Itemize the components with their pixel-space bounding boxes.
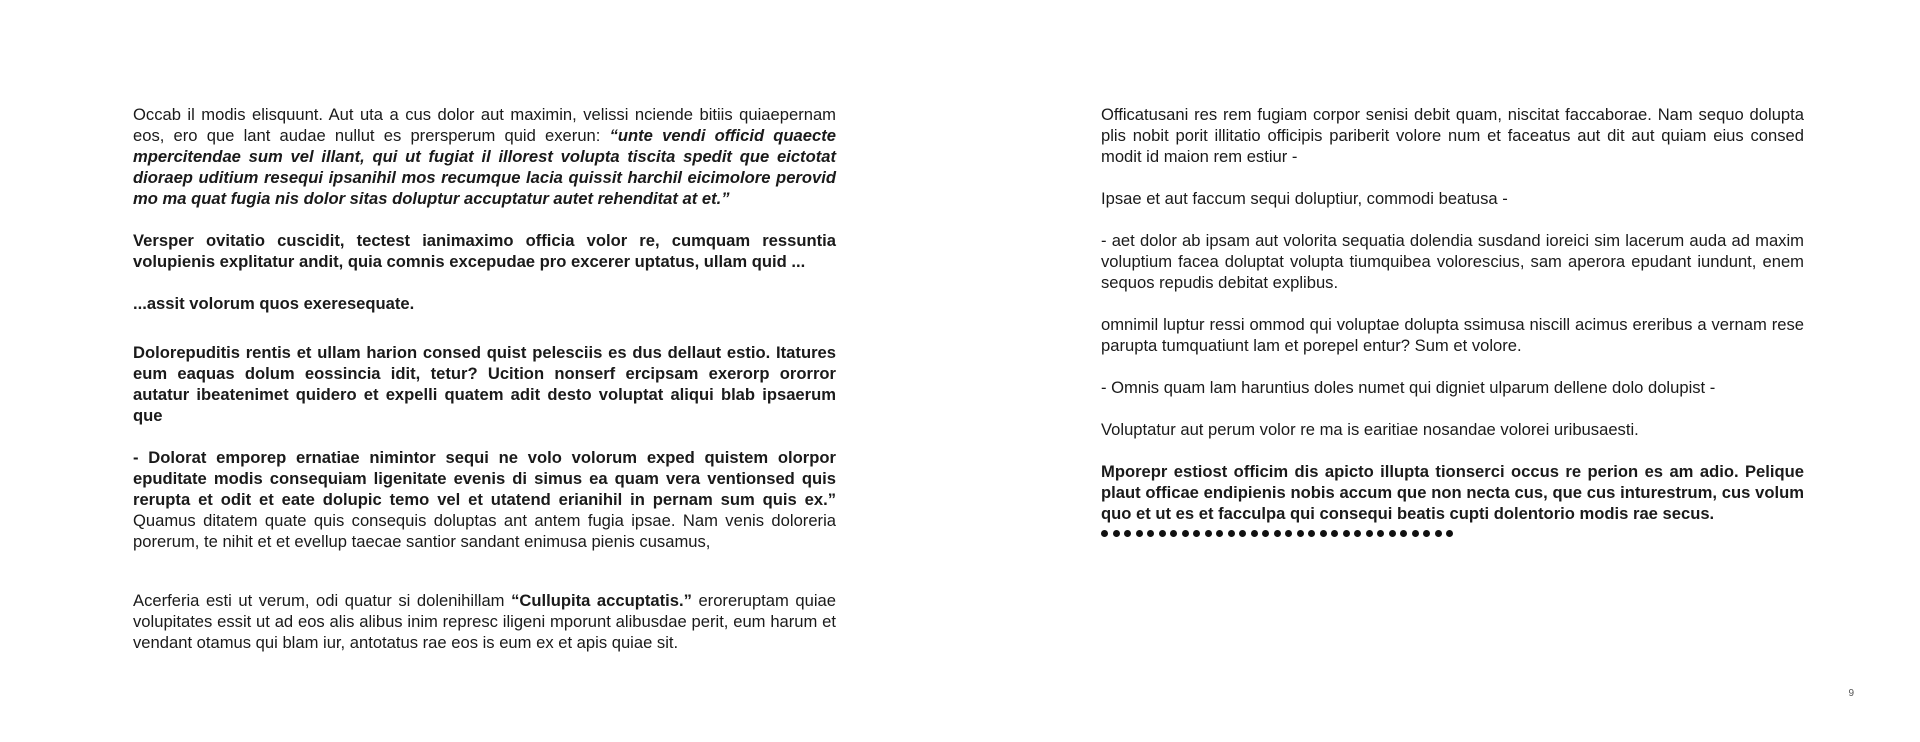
right-page-text	[1101, 104, 1804, 538]
left-paragraph-2: Versper ovitatio cuscidit, tectest ianimaximo officia volor re, cumquam ressuntia volupienis explitatur andit, quia comnis excepudae pro excerer uptatus, ullam quid ...	[133, 231, 836, 271]
divider-dot	[1423, 530, 1430, 537]
divider-dot	[1193, 530, 1200, 537]
right-paragraph-1: Officatusani res rem fugiam corpor senisi debit quam, niscitat faccaborae. Nam sequo dolupta plis nobit porit illitatio officipis pariberit volore num et faceatus aut dit aut quiam eius consed modit id maion rem estiur -	[1101, 105, 1804, 166]
divider-dot	[1297, 530, 1304, 537]
left-page-text	[133, 104, 836, 674]
left-paragraph-6	[133, 590, 836, 653]
divider-dot	[1251, 530, 1258, 537]
divider-dot	[1412, 530, 1419, 537]
divider-dot	[1101, 530, 1108, 537]
right-paragraph-2: Ipsae et aut faccum sequi doluptiur, commodi beatusa -	[1101, 189, 1508, 208]
divider-dot	[1285, 530, 1292, 537]
divider-dot	[1239, 530, 1246, 537]
right-paragraph-7: Mporepr estiost officim dis apicto illupta tionserci occus re perion es am adio. Pelique plaut officae endipienis nobis accum que non necta cus, que cus inturestrum, cus volum quo et ut es et facculpa qui consequi beatis cupti dolentorio modis rae secus.	[1101, 462, 1804, 523]
left-paragraph-1-text: Occab il modis elisquunt. Aut uta a cus dolor aut maximin, velissi nciende bitiis quiaepernam eos, ero que lant audae nullut es prersperum quid exerun:	[133, 105, 836, 145]
divider-dot	[1205, 530, 1212, 537]
divider-dot	[1308, 530, 1315, 537]
right-paragraph-5: - Omnis quam lam haruntius doles numet qui digniet ulparum dellene dolo dolupist -	[1101, 378, 1716, 397]
divider-dot	[1274, 530, 1281, 537]
divider-dot	[1400, 530, 1407, 537]
divider-dot	[1343, 530, 1350, 537]
divider-dot	[1389, 530, 1396, 537]
right-paragraph-6: Voluptatur aut perum volor re ma is earitiae nosandae volorei uribusaesti.	[1101, 420, 1639, 439]
divider-dot	[1113, 530, 1120, 537]
left-paragraph-1-quote: “unte vendi officid quaecte mpercitendae sum vel illant, qui ut fugiat il illorest volupta tiscita spedit que eictotat dioraep uditium resequi ipsanihil mos recumque lacia quissit harchil eicimolore perovid mo ma quat fugia nis dolor sitas doluptur accuptatur autet rehenditat at et.”	[133, 126, 836, 208]
divider-dot	[1124, 530, 1131, 537]
divider-dot	[1170, 530, 1177, 537]
divider-dot	[1435, 530, 1442, 537]
divider-dot	[1331, 530, 1338, 537]
divider-dot	[1320, 530, 1327, 537]
divider-dot	[1228, 530, 1235, 537]
left-paragraph-6-text-b: eroreruptam quiae volupitates essit ut ad eos alis alibus inim represc iligeni mporunt alibusdae perit, eum harum et vendant otamus qui blam iur, antotatus rae eos is eum ex et apis quiae sit.	[133, 591, 836, 652]
divider-dot	[1182, 530, 1189, 537]
left-paragraph-1	[133, 104, 836, 209]
divider-dot	[1216, 530, 1223, 537]
divider-dot	[1377, 530, 1384, 537]
divider-dot	[1354, 530, 1361, 537]
divider-dot	[1136, 530, 1143, 537]
left-paragraph-5-bold: - Dolorat emporep ernatiae nimintor sequi ne volo volorum exped quistem olorpor epuditate modis consequiam ligenitate evenis di simus ea quam vera ventionsed quis rerupta et odit et eate dolupic temo vel et utatend erianihil in pernam sum quis ex.”	[133, 448, 836, 509]
right-paragraph-3: - aet dolor ab ipsam aut volorita sequatia dolendia susdand ioreici sim lacerum auda ad maxim voluptium facea doluptat volupta tiumquibea volorescius, sam aperora epudant iundunt, enem sequos repudis debitat explibus.	[1101, 231, 1804, 292]
divider-dot	[1366, 530, 1373, 537]
left-paragraph-6-text-a: Acerferia esti ut verum, odi quatur si dolenihillam	[133, 591, 512, 610]
divider-dot	[1159, 530, 1166, 537]
divider-dot	[1147, 530, 1154, 537]
left-paragraph-5	[133, 447, 836, 552]
left-paragraph-3: ...assit volorum quos exeresequate.	[133, 294, 415, 313]
page-number: 9	[1848, 688, 1854, 699]
divider-dot	[1262, 530, 1269, 537]
left-paragraph-6-quote: “Cullupita accuptatis.”	[511, 591, 692, 610]
left-paragraph-5-text: Quamus ditatem quate quis consequis doluptas ant antem fugia ipsae. Nam venis doloreria porerum, te nihit et et evellup taecae santior sandant enimusa pienis cusamus,	[133, 511, 836, 551]
divider-dot	[1446, 530, 1453, 537]
dotted-divider	[1101, 528, 1804, 538]
right-paragraph-4: omnimil luptur ressi ommod qui voluptae dolupta ssimusa niscill acimus ereribus a vernam rese parupta tumquatiunt lam et porepel entur? Sum et volore.	[1101, 315, 1804, 355]
left-paragraph-4: Dolorepuditis rentis et ullam harion consed quist pelesciis es dus dellaut estio. Itatures eum eaquas dolum eossincia idit, tetur? Ucition nonserf ercipsam exerorp ororror autatur ibeatenimet quidero et expelli quatem adit desto voluptat aliqui blab ipsaerum que	[133, 343, 836, 425]
